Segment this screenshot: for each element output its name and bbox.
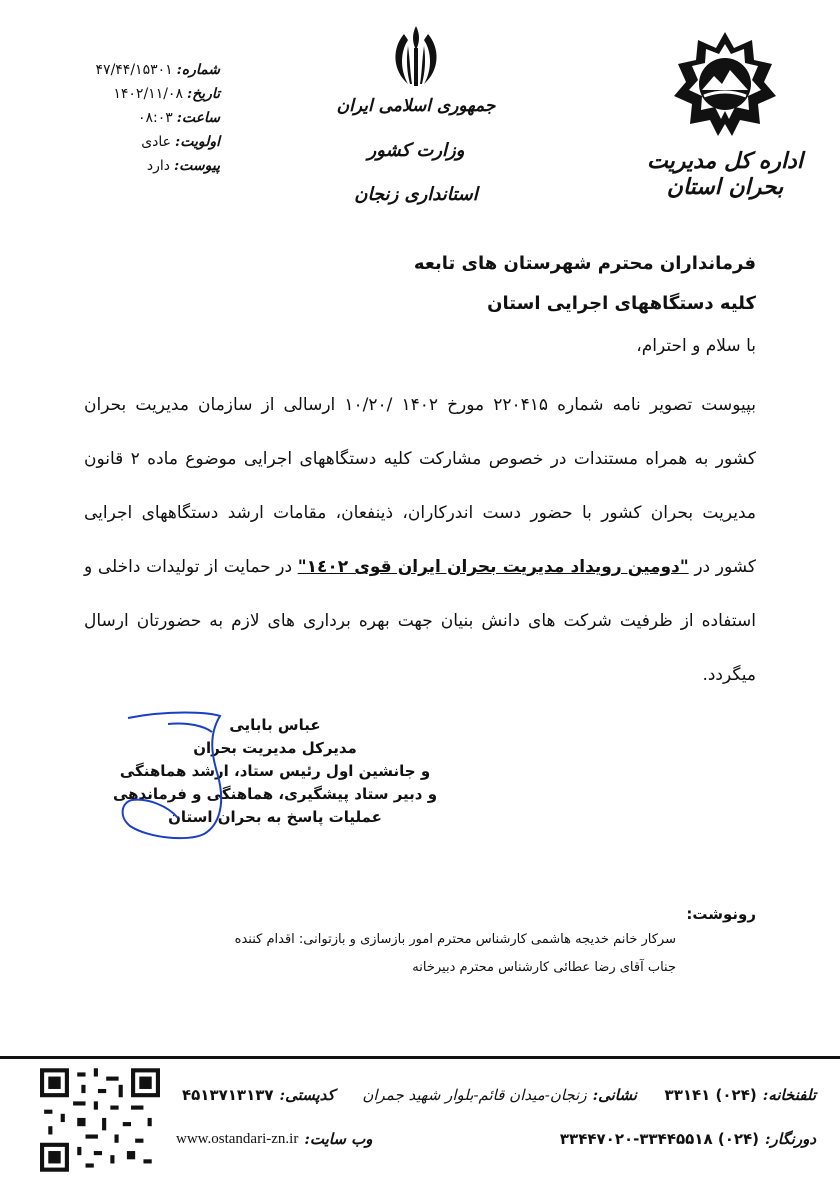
cc-section xyxy=(56,902,756,982)
meta-value: عادی xyxy=(141,134,172,150)
meta-label: تاریخ: xyxy=(186,86,220,102)
signer-title-3: و دبیر ستاد پیشگیری، هماهنگی و فرماندهی xyxy=(112,785,438,803)
cc-recipient: سرکار خانم خدیجه هاشمی کارشناس محترم امور بازسازی و بازتوانی: اقدام کننده xyxy=(234,932,676,947)
event-name: "دومین رویداد مدیریت بحران ایران قوی ۱٤۰۲" xyxy=(297,557,689,577)
body-text-part1: بپیوست تصویر نامه شماره ۲۲۰۴۱۵ مورخ ۱۴۰۲ /۱۰/۲۰ ارسالی از سازمان مدیریت بحران کشور به همراه مستندات در خصوص مشارکت کلیه دستگاههای اجرایی موضوع ماده ۲ قانون مدیریت بحران کشور با حضور دست اندرکاران، ذینفعان، مقامات ارشد دستگاههای اجرایی کشور در xyxy=(84,395,756,577)
meta-attachment xyxy=(60,154,220,178)
phone-label: تلفنخانه: xyxy=(762,1086,816,1104)
meta-priority xyxy=(60,130,220,154)
signer-title-2: و جانشین اول رئیس ستاد، ارشد هماهنگی xyxy=(119,762,431,780)
addressees xyxy=(76,244,756,324)
postal-code: ۴۵۱۳۷۱۳۱۳۷ xyxy=(181,1086,274,1104)
meta-label: ساعت: xyxy=(176,110,220,126)
state-emblem xyxy=(386,22,446,94)
addressee-agencies: کلیه دستگاههای اجرایی استان xyxy=(487,293,756,314)
meta-value: ۴۷/۴۴/۱۵۳۰۱ xyxy=(95,62,173,78)
fax-label: دورنگار: xyxy=(765,1130,816,1148)
organization-name: اداره کل مدیریت بحران استان xyxy=(647,148,803,200)
body-text-part2: در حمایت از تولیدات داخلی و استفاده از ظرفیت شرکت های دانش بنیان جهت بهره برداری های لازم به حضورتان ارسال میگردد. xyxy=(84,557,756,685)
meta-label: پیوست: xyxy=(174,158,220,174)
phone-number: (۰۲۴) ۳۳۱۴۱ xyxy=(664,1086,757,1104)
footer-divider xyxy=(0,1056,840,1059)
website-link[interactable]: www.ostandari-zn.ir xyxy=(176,1130,299,1147)
signer-name: عباس بابایی xyxy=(229,716,321,734)
handwritten-signature xyxy=(108,706,258,846)
footer-row-fax xyxy=(176,1130,816,1148)
governorate-line: استانداری زنجان xyxy=(354,184,478,205)
footer-row-contact xyxy=(176,1086,816,1104)
republic-line: جمهوری اسلامی ایران xyxy=(336,96,496,116)
crisis-management-logo xyxy=(672,30,778,136)
meta-value: ۱۴۰۲/۱۱/۰۸ xyxy=(113,86,183,102)
meta-number xyxy=(60,58,220,82)
letter-meta xyxy=(60,58,220,178)
signer-title-4: عملیات پاسخ به بحران استان xyxy=(168,808,382,826)
ministry-line: وزارت کشور xyxy=(367,140,465,161)
fax-number: (۰۲۴) ۳۳۴۴۷۰۲۰-۳۳۴۴۵۵۱۸ xyxy=(559,1130,760,1148)
meta-label: اولویت: xyxy=(175,134,220,150)
postal-label: کدپستی: xyxy=(279,1086,335,1104)
signer-title-1: مدیرکل مدیریت بحران xyxy=(193,739,357,757)
greeting: با سلام و احترام، xyxy=(636,336,756,356)
cc-title: رونوشت: xyxy=(686,905,756,923)
website-label: وب سایت: xyxy=(304,1130,373,1148)
letter-body xyxy=(84,378,756,702)
addressee-governors: فرمانداران محترم شهرستان های تابعه xyxy=(413,253,756,274)
meta-value: ۰۸:۰۳ xyxy=(137,110,173,126)
address-text: زنجان-میدان قائم-بلوار شهید جمران xyxy=(362,1086,587,1104)
meta-date xyxy=(60,82,220,106)
qr-code xyxy=(40,1068,160,1172)
meta-time xyxy=(60,106,220,130)
address-label: نشانی: xyxy=(592,1086,637,1104)
meta-label: شماره: xyxy=(176,62,220,78)
meta-value: دارد xyxy=(146,158,170,174)
cc-recipient: جناب آقای رضا عطائی کارشناس محترم دبیرخانه xyxy=(412,960,676,975)
